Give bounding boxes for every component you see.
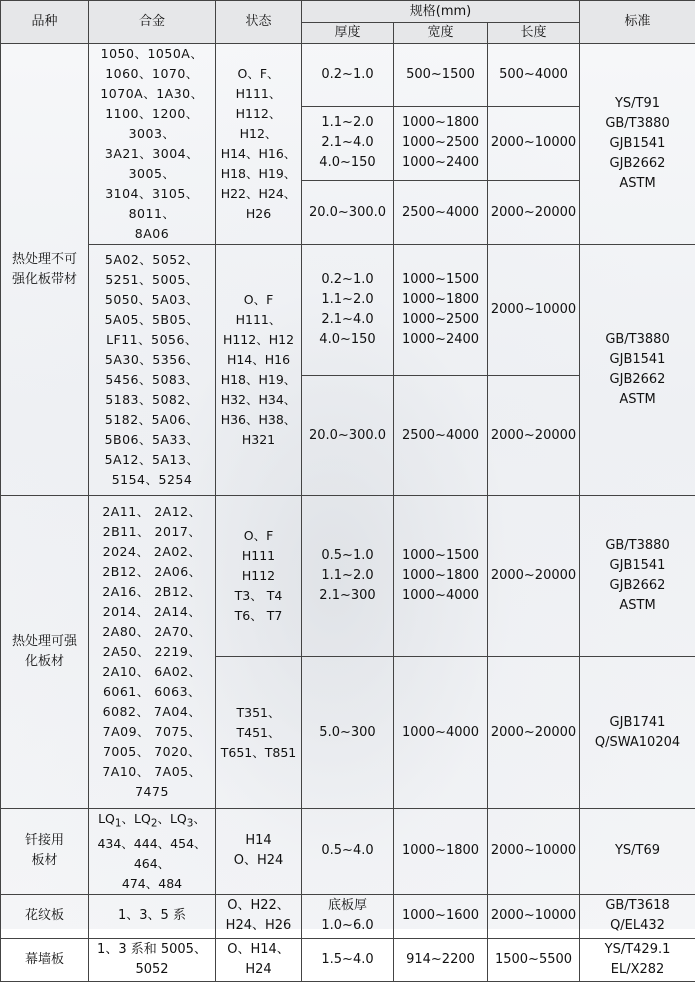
length-cell: 2000~20000 [488, 657, 580, 809]
header-width: 宽度 [394, 23, 488, 44]
length-cell: 2000~20000 [488, 181, 580, 245]
alloy-separator: 、LQ [157, 811, 186, 826]
temper-cell: O、H22、 H24、H26 [216, 894, 302, 938]
length-cell: 2000~20000 [488, 496, 580, 657]
thickness-cell: 0.5~1.0 1.1~2.0 2.1~300 [302, 496, 394, 657]
length-cell: 2000~20000 [488, 376, 580, 496]
header-standard: 标准 [580, 1, 695, 44]
alloy-subscript: 2 [151, 818, 158, 830]
table-row [1, 44, 695, 107]
header-category: 品种 [1, 1, 89, 44]
alloy-separator: 、 [193, 811, 206, 826]
alloy-cell: 1050、1050A、 1060、1070、 1070A、1A30、 1100、1200、3003、 3A21、3004、3005、 3104、3105、8011、 8A06 [89, 44, 216, 245]
temper-cell: T351、 T451、 T651、T851 [216, 657, 302, 809]
alloy-cell: 1、3、5 系 [89, 894, 216, 938]
width-cell: 2500~4000 [394, 376, 488, 496]
header-spec: 规格(mm) [302, 1, 580, 23]
standard-cell: GJB1741 Q/SWA10204 [580, 657, 695, 809]
alloy-lq-label: LQ [98, 811, 115, 826]
thickness-cell: 0.2~1.0 [302, 44, 394, 107]
thickness-cell: 1.1~2.0 2.1~4.0 4.0~150 [302, 106, 394, 180]
width-cell: 1000~4000 [394, 657, 488, 809]
thickness-cell: 0.5~4.0 [302, 809, 394, 895]
thickness-cell: 5.0~300 [302, 657, 394, 809]
thickness-cell: 0.2~1.0 1.1~2.0 2.1~4.0 4.0~150 [302, 245, 394, 376]
alloy-cell: 5A02、5052、 5251、5005、 5050、5A03、 5A05、5B05、 LF11、5056、 5A30、5356、 5456、5083、 5183、5082、 5182、5A06、 5B06、5A33、 5A12、5A13、 5154、5254 [89, 245, 216, 496]
standard-cell: GB/T3880 GJB1541 GJB2662 ASTM [580, 496, 695, 657]
thickness-cell: 20.0~300.0 [302, 181, 394, 245]
standard-cell: YS/T91 GB/T3880 GJB1541 GJB2662 ASTM [580, 44, 695, 245]
thickness-cell: 底板厚 1.0~6.0 [302, 894, 394, 938]
table-row [1, 496, 695, 657]
temper-cell: O、H14、 H24 [216, 938, 302, 981]
width-cell: 914~2200 [394, 938, 488, 981]
temper-cell: O、F、H111、 H112、H12、 H14、H16、 H18、H19、 H22、H24、 H26 [216, 44, 302, 245]
category-cell: 热处理不可 强化板带材 [1, 44, 89, 496]
length-cell: 2000~10000 [488, 106, 580, 180]
alloy-cell [89, 809, 216, 895]
alloy-subscript: 1 [115, 818, 122, 830]
alloy-separator: 、LQ [122, 811, 151, 826]
temper-cell: O、F H111 H112 T3、 T4 T6、 T7 [216, 496, 302, 657]
alloy-subscript: 3 [187, 818, 194, 830]
thickness-cell: 1.5~4.0 [302, 938, 394, 981]
temper-cell: O、F H111、 H112、H12 H14、H16 H18、H19、 H32、H34、 H36、H38、 H321 [216, 245, 302, 496]
length-cell: 2000~10000 [488, 894, 580, 938]
width-cell: 500~1500 [394, 44, 488, 107]
alloy-cell: 2A11、 2A12、 2B11、 2017、 2024、 2A02、 2B12、 2A06、 2A16、 2B12、 2014、 2A14、 2A80、 2A70、 2A50、 2219、 2A10、 6A02、 6061、 6063、 6082、 7A04、 7A09、 7075、 7005、 7020、 7A10、 7A05、 7475 [89, 496, 216, 809]
table-row [1, 894, 695, 938]
category-cell: 钎接用 板材 [1, 809, 89, 895]
length-cell: 500~4000 [488, 44, 580, 107]
length-cell: 2000~10000 [488, 809, 580, 895]
width-cell: 1000~1600 [394, 894, 488, 938]
width-cell: 1000~1500 1000~1800 1000~4000 [394, 496, 488, 657]
table-row [1, 245, 695, 376]
header-alloy: 合金 [89, 1, 216, 44]
thickness-cell: 20.0~300.0 [302, 376, 394, 496]
temper-cell: H14 O、H24 [216, 809, 302, 895]
header-length: 长度 [488, 23, 580, 44]
width-cell: 1000~1500 1000~1800 1000~2500 1000~2400 [394, 245, 488, 376]
standard-cell: YS/T429.1 EL/X282 [580, 938, 695, 981]
width-cell: 2500~4000 [394, 181, 488, 245]
category-cell: 花纹板 [1, 894, 89, 938]
standard-cell: GB/T3880 GJB1541 GJB2662 ASTM [580, 245, 695, 496]
category-cell: 热处理可强 化板材 [1, 496, 89, 809]
header-temper: 状态 [216, 1, 302, 44]
header-thickness: 厚度 [302, 23, 394, 44]
table-row [1, 809, 695, 895]
table-row [1, 938, 695, 981]
standard-cell: YS/T69 [580, 809, 695, 895]
length-cell: 2000~10000 [488, 245, 580, 376]
width-cell: 1000~1800 [394, 809, 488, 895]
length-cell: 1500~5500 [488, 938, 580, 981]
alloy-cell: 1、3 系和 5005、 5052 [89, 938, 216, 981]
width-cell: 1000~1800 1000~2500 1000~2400 [394, 106, 488, 180]
alloy-list: 434、444、454、464、 474、484 [97, 836, 206, 891]
standard-cell: GB/T3618 Q/EL432 [580, 894, 695, 938]
category-cell: 幕墙板 [1, 938, 89, 981]
